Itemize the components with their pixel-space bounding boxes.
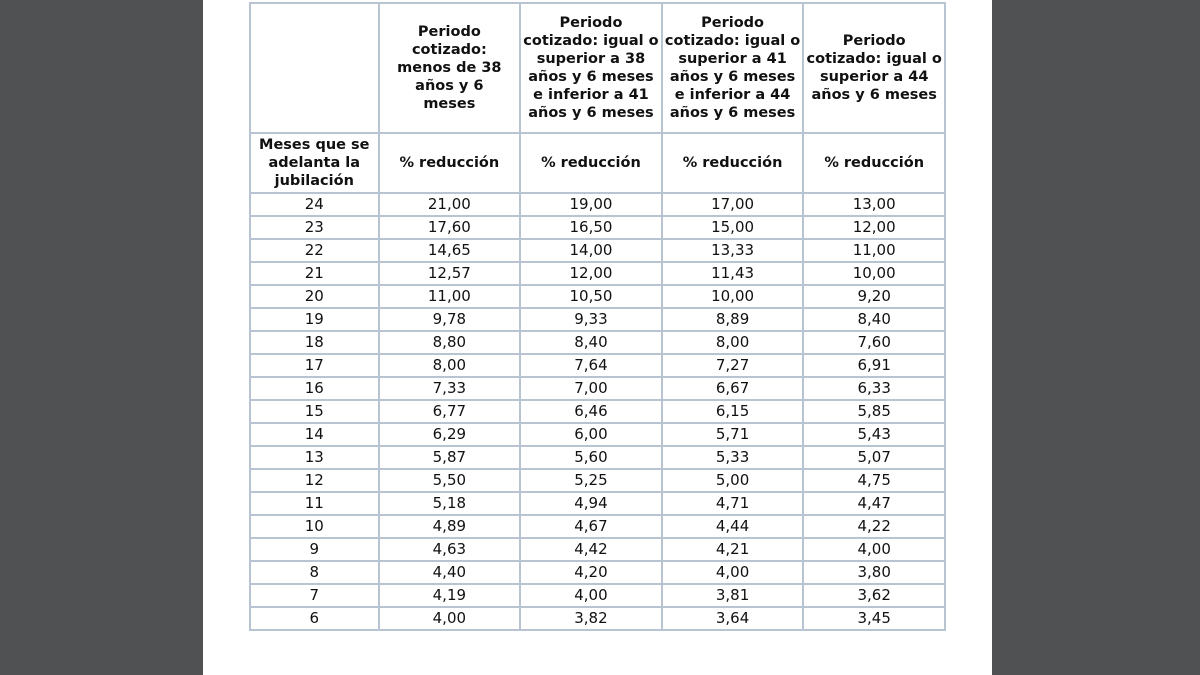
reduction-value-cell: 6,15 [662, 400, 804, 423]
reduction-value-cell: 8,40 [803, 308, 945, 331]
reduction-value-cell: 4,89 [379, 515, 521, 538]
reduction-value-cell: 15,00 [662, 216, 804, 239]
reduction-value-cell: 4,19 [379, 584, 521, 607]
reduction-value-cell: 10,00 [803, 262, 945, 285]
reduction-value-cell: 11,43 [662, 262, 804, 285]
reduction-value-cell: 17,00 [662, 193, 804, 216]
months-cell: 11 [250, 492, 379, 515]
reduction-value-cell: 14,65 [379, 239, 521, 262]
table-row [250, 308, 945, 331]
months-cell: 13 [250, 446, 379, 469]
reduction-value-cell: 19,00 [520, 193, 662, 216]
period-header-cell: Periodo cotizado: igual o superior a 44 años y 6 meses [803, 3, 945, 133]
table-row [250, 561, 945, 584]
reduction-value-cell: 5,71 [662, 423, 804, 446]
months-cell: 23 [250, 216, 379, 239]
table-row [250, 400, 945, 423]
reduction-value-cell: 21,00 [379, 193, 521, 216]
months-cell: 6 [250, 607, 379, 630]
table-row [250, 354, 945, 377]
months-cell: 22 [250, 239, 379, 262]
reduction-value-cell: 4,20 [520, 561, 662, 584]
table-row [250, 607, 945, 630]
reduction-value-cell: 8,89 [662, 308, 804, 331]
reduction-value-cell: 6,46 [520, 400, 662, 423]
months-cell: 10 [250, 515, 379, 538]
reduction-value-cell: 12,57 [379, 262, 521, 285]
reduction-value-cell: 4,75 [803, 469, 945, 492]
reduction-value-cell: 8,40 [520, 331, 662, 354]
table-row [250, 193, 945, 216]
reduction-value-cell: 5,33 [662, 446, 804, 469]
reduction-subheader: % reducción [803, 133, 945, 193]
table-row [250, 239, 945, 262]
table-row [250, 492, 945, 515]
table-row [250, 584, 945, 607]
reduction-value-cell: 13,00 [803, 193, 945, 216]
reduction-value-cell: 5,00 [662, 469, 804, 492]
table-row [250, 538, 945, 561]
reduction-value-cell: 11,00 [803, 239, 945, 262]
reduction-subheader: % reducción [379, 133, 521, 193]
period-header-row [250, 3, 945, 133]
reduction-value-cell: 3,64 [662, 607, 804, 630]
reduction-value-cell: 5,85 [803, 400, 945, 423]
reduction-value-cell: 13,33 [662, 239, 804, 262]
reduction-value-cell: 3,80 [803, 561, 945, 584]
reduction-value-cell: 7,33 [379, 377, 521, 400]
table-row [250, 377, 945, 400]
reduction-value-cell: 4,94 [520, 492, 662, 515]
months-cell: 8 [250, 561, 379, 584]
months-cell: 21 [250, 262, 379, 285]
reduction-value-cell: 5,07 [803, 446, 945, 469]
reduction-value-cell: 7,00 [520, 377, 662, 400]
months-cell: 9 [250, 538, 379, 561]
reduction-value-cell: 3,81 [662, 584, 804, 607]
reduction-value-cell: 5,25 [520, 469, 662, 492]
reduction-value-cell: 7,27 [662, 354, 804, 377]
reduction-value-cell: 8,00 [662, 331, 804, 354]
table-body [250, 193, 945, 630]
months-cell: 24 [250, 193, 379, 216]
reduction-value-cell: 9,78 [379, 308, 521, 331]
reduction-value-cell: 12,00 [803, 216, 945, 239]
reduction-value-cell: 3,62 [803, 584, 945, 607]
table-row [250, 446, 945, 469]
table-row [250, 216, 945, 239]
document-page[interactable] [203, 0, 992, 675]
reduction-value-cell: 5,43 [803, 423, 945, 446]
reduction-value-cell: 6,77 [379, 400, 521, 423]
reduction-subheader: % reducción [520, 133, 662, 193]
period-header-cell: Periodo cotizado: igual o superior a 41 años y 6 meses e inferior a 44 años y 6 meses [662, 3, 804, 133]
corner-cell [250, 3, 379, 133]
reduction-value-cell: 7,60 [803, 331, 945, 354]
reduction-value-cell: 17,60 [379, 216, 521, 239]
reduction-value-cell: 6,67 [662, 377, 804, 400]
reduction-value-cell: 4,00 [379, 607, 521, 630]
months-cell: 18 [250, 331, 379, 354]
reduction-value-cell: 5,18 [379, 492, 521, 515]
reduction-value-cell: 6,91 [803, 354, 945, 377]
reduction-value-cell: 4,63 [379, 538, 521, 561]
reduction-value-cell: 4,71 [662, 492, 804, 515]
months-cell: 20 [250, 285, 379, 308]
months-cell: 14 [250, 423, 379, 446]
reduction-value-cell: 5,50 [379, 469, 521, 492]
reduction-value-cell: 4,00 [520, 584, 662, 607]
table-row [250, 515, 945, 538]
reduction-value-cell: 4,44 [662, 515, 804, 538]
reduction-value-cell: 9,33 [520, 308, 662, 331]
reduction-value-cell: 9,20 [803, 285, 945, 308]
reduction-value-cell: 4,47 [803, 492, 945, 515]
reduction-value-cell: 12,00 [520, 262, 662, 285]
months-cell: 16 [250, 377, 379, 400]
reduction-value-cell: 6,29 [379, 423, 521, 446]
reduction-value-cell: 4,42 [520, 538, 662, 561]
reduction-value-cell: 10,50 [520, 285, 662, 308]
months-cell: 17 [250, 354, 379, 377]
reduction-value-cell: 16,50 [520, 216, 662, 239]
reduction-table [249, 2, 946, 631]
period-header-cell: Periodo cotizado: igual o superior a 38 años y 6 meses e inferior a 41 años y 6 meses [520, 3, 662, 133]
reduction-value-cell: 4,21 [662, 538, 804, 561]
reduction-value-cell: 8,80 [379, 331, 521, 354]
subheader-row [250, 133, 945, 193]
table-row [250, 331, 945, 354]
reduction-value-cell: 4,67 [520, 515, 662, 538]
reduction-value-cell: 11,00 [379, 285, 521, 308]
reduction-value-cell: 6,00 [520, 423, 662, 446]
reduction-value-cell: 10,00 [662, 285, 804, 308]
row-header-label: Meses que se adelanta la jubilación [250, 133, 379, 193]
table-row [250, 469, 945, 492]
months-cell: 7 [250, 584, 379, 607]
months-cell: 12 [250, 469, 379, 492]
reduction-value-cell: 8,00 [379, 354, 521, 377]
reduction-value-cell: 4,40 [379, 561, 521, 584]
reduction-value-cell: 14,00 [520, 239, 662, 262]
table-row [250, 423, 945, 446]
reduction-value-cell: 4,00 [803, 538, 945, 561]
reduction-value-cell: 5,87 [379, 446, 521, 469]
table-row [250, 262, 945, 285]
reduction-value-cell: 7,64 [520, 354, 662, 377]
months-cell: 19 [250, 308, 379, 331]
months-cell: 15 [250, 400, 379, 423]
reduction-value-cell: 5,60 [520, 446, 662, 469]
reduction-value-cell: 6,33 [803, 377, 945, 400]
reduction-value-cell: 3,45 [803, 607, 945, 630]
period-header-cell: Periodo cotizado: menos de 38 años y 6 meses [379, 3, 521, 133]
reduction-value-cell: 3,82 [520, 607, 662, 630]
reduction-subheader: % reducción [662, 133, 804, 193]
reduction-value-cell: 4,22 [803, 515, 945, 538]
table-row [250, 285, 945, 308]
reduction-value-cell: 4,00 [662, 561, 804, 584]
